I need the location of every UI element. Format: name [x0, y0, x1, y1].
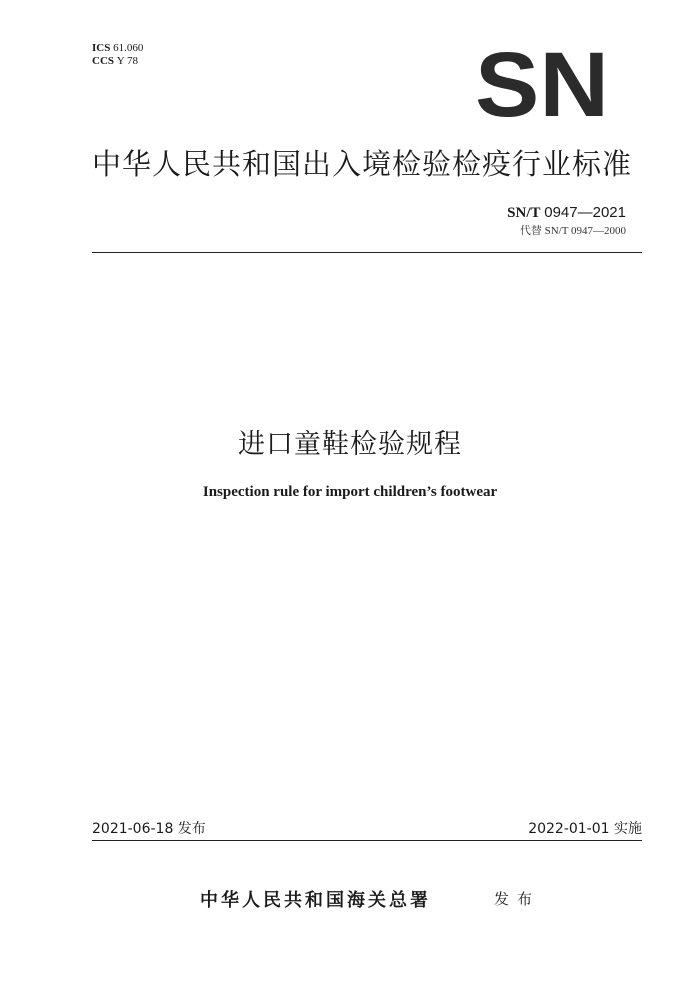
ccs-value: Y 78 — [116, 55, 139, 67]
standard-number — [507, 204, 626, 222]
document-title-english: Inspection rule for import children’s footwear — [202, 484, 498, 500]
ics-label: ICS — [92, 42, 111, 54]
document-title-chinese: 进口童鞋检验规程 — [238, 429, 462, 460]
top-divider — [92, 252, 642, 253]
publisher-verb: 发布 — [494, 890, 541, 908]
ccs-code — [92, 55, 143, 68]
ics-value: 61.060 — [113, 42, 144, 54]
sn-logo — [473, 48, 611, 120]
publisher-name: 中华人民共和国海关总署 — [200, 890, 431, 911]
bottom-divider — [92, 840, 642, 841]
organization-title: 中华人民共和国出入境检验检疫行业标准 — [92, 147, 633, 181]
implementation-date: 2022-01-01 实施 — [528, 821, 642, 837]
sn-logo-text: SN — [475, 48, 609, 120]
ccs-label: CCS — [92, 55, 115, 67]
issue-date: 2021-06-18 发布 — [92, 821, 206, 837]
standard-prefix: SN/T — [507, 205, 541, 221]
standard-code: 0947—2021 — [544, 204, 626, 221]
classification-codes — [92, 42, 143, 68]
replaces-standard: 代替 SN/T 0947—2000 — [519, 225, 626, 237]
ics-code — [92, 42, 143, 55]
